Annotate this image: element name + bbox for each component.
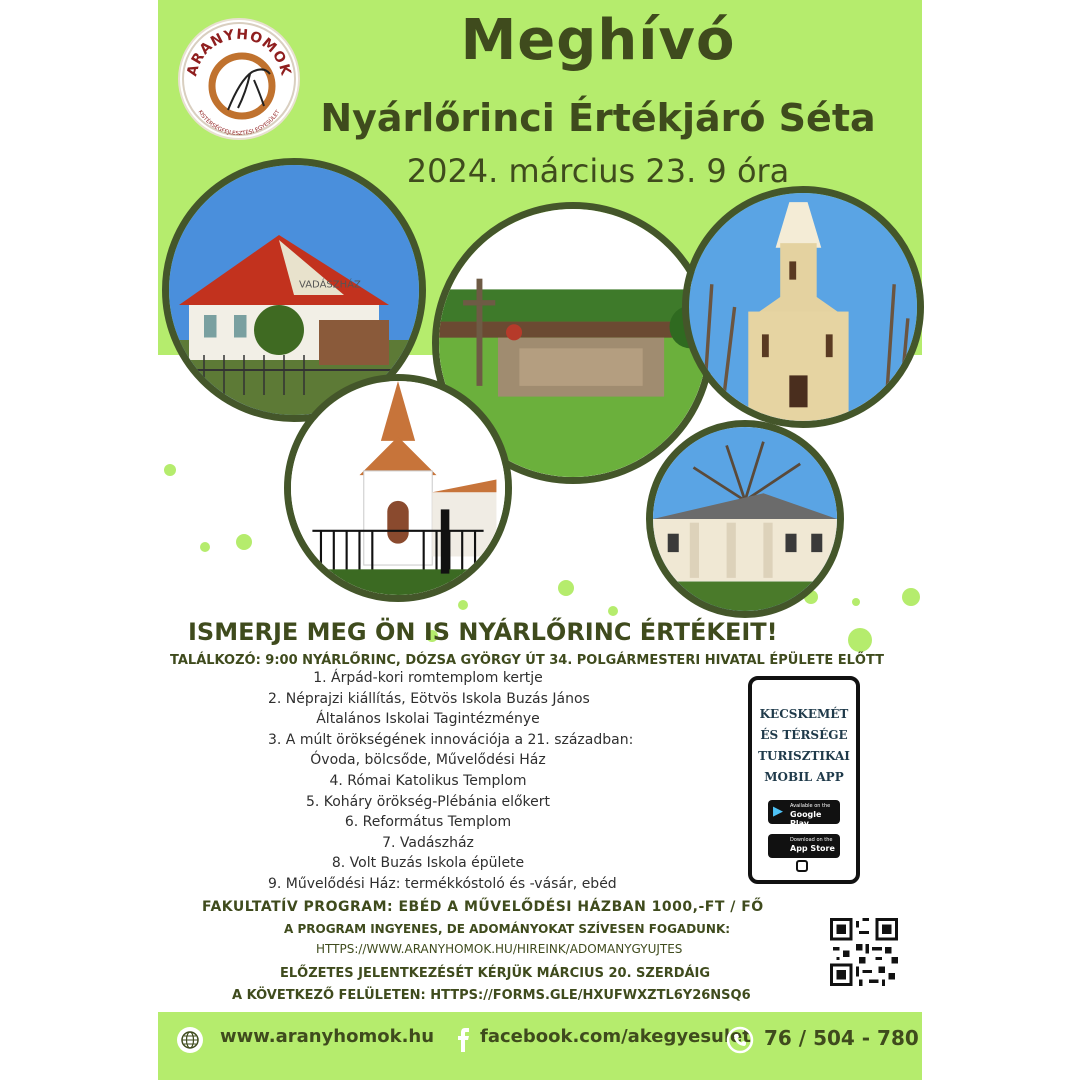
registration-deadline: ELŐZETES JELENTKEZÉSÉT KÉRJÜK MÁRCIUS 20. SZERDÁIG [280, 966, 711, 981]
list-item: 9. Művelődési Ház: termékkóstoló és -vásár, ebéd [268, 875, 617, 892]
list-item: 8. Volt Buzás Iskola épülete [331, 855, 525, 872]
values-heading: ISMERJE MEG ÖN IS NYÁRLŐRINC ÉRTÉKEIT! [188, 618, 778, 646]
google-play-icon: ▶ [773, 804, 783, 819]
photo-reformed-church [284, 374, 512, 602]
list-item: 3. A múlt örökségének innovációja a 21. században: [268, 731, 634, 748]
app-line: KECSKEMÉT [759, 707, 849, 721]
app-store-label: App Store [790, 844, 835, 853]
photo-catholic-church [682, 186, 924, 428]
app-line: TURISZTIKAI [758, 749, 850, 763]
list-item: 1. Árpád-kori romtemplom kertje [313, 670, 543, 686]
app-description [756, 704, 852, 788]
decor-dot [558, 580, 574, 596]
decor-dot [902, 588, 920, 606]
stops-list [268, 668, 634, 895]
vadaszhaz-sign: VADÁSZHÁZ [299, 279, 361, 291]
poster [158, 0, 922, 1080]
website-link[interactable]: www.aranyhomok.hu [220, 1026, 435, 1047]
mobile-app-phone [748, 676, 860, 884]
list-item: 5. Koháry örökség-Plébánia előkert [305, 793, 551, 810]
event-name: Nyárlőrinci Értékjáró Séta [320, 96, 876, 140]
page-title: Meghívó [460, 8, 736, 73]
list-item: Általános Iskolai Tagintézménye [316, 711, 540, 728]
decor-dot [852, 598, 860, 606]
photo-old-school [646, 420, 844, 618]
google-play-small: Available on the [790, 803, 831, 809]
phone-icon [726, 1026, 754, 1054]
decor-dot [608, 606, 618, 616]
list-item: 6. Református Templom [344, 814, 512, 831]
decor-dot [458, 600, 468, 610]
list-item: 7. Vadászház [382, 834, 474, 851]
google-play-label: Google Play [790, 810, 822, 828]
app-store-button[interactable] [768, 834, 840, 858]
list-item: 2. Néprajzi kiállítás, Eötvös Iskola Buzás János [268, 690, 590, 707]
decor-dot [236, 534, 252, 550]
phone-number[interactable]: 76 / 504 - 780 [764, 1026, 919, 1050]
app-store-small: Download on the [790, 837, 833, 843]
optional-program: FAKULTATÍV PROGRAM: EBÉD A MŰVELŐDÉSI HÁZBAN 1000,-FT / FŐ [202, 899, 764, 915]
free-entry-note: A PROGRAM INGYENES, DE ADOMÁNYOKAT SZÍVESEN FOGADUNK: [284, 922, 731, 936]
donation-link[interactable]: HTTPS://WWW.ARANYHOMOK.HU/HIREINK/ADOMANYGYUJTES [316, 942, 683, 956]
event-date: 2024. március 23. 9 óra [406, 152, 790, 190]
phone-home-button [796, 860, 808, 872]
globe-icon [176, 1026, 204, 1054]
google-play-button[interactable] [768, 800, 840, 828]
list-item: Óvoda, bölcsőde, Művelődési Ház [310, 752, 546, 769]
facebook-icon [450, 1026, 478, 1054]
decor-dot [848, 628, 872, 652]
phone-screen [756, 690, 852, 854]
list-item: 4. Római Katolikus Templom [329, 772, 527, 789]
app-line: MOBIL APP [764, 770, 844, 784]
logo-subtitle: KISTÉRSÉGFEJLESZTÉSI EGYESÜLET [196, 109, 282, 138]
facebook-link[interactable]: facebook.com/akegyesulet [480, 1026, 751, 1047]
qr-code[interactable] [830, 918, 898, 986]
meeting-point: TALÁLKOZÓ: 9:00 NYÁRLŐRINC, DÓZSA GYÖRGY ÚT 34. POLGÁRMESTERI HIVATAL ÉPÜLETE ELŐTT [170, 653, 885, 668]
logo-name: ARANYHOMOK [184, 26, 294, 78]
decor-dot [200, 542, 210, 552]
decor-dot [164, 464, 176, 476]
registration-link[interactable]: A KÖVETKEZŐ FELÜLETEN: HTTPS://FORMS.GLE/HXUFWXZTL6Y26NSQ6 [232, 988, 751, 1003]
app-line: ÉS TÉRSÉGE [760, 728, 848, 742]
